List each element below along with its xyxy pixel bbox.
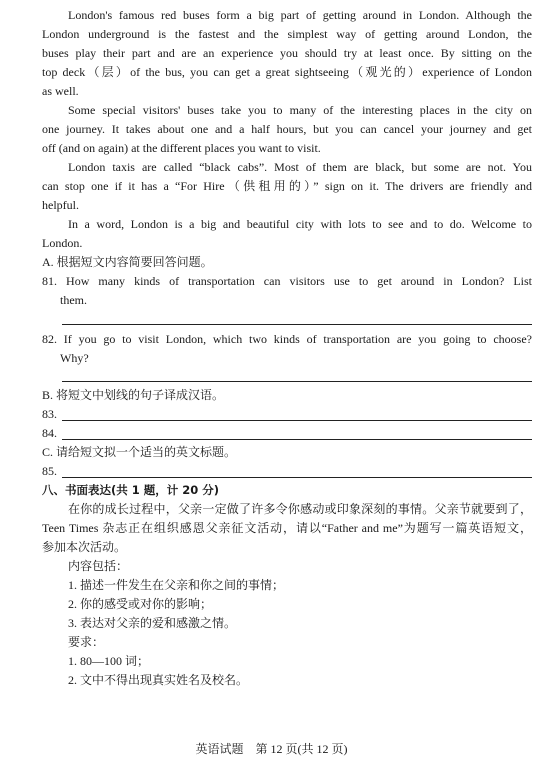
question-81-line-1: 81. How many kinds of transportation can visitors use to get around in London? List — [42, 274, 532, 288]
passage-p1-line-1: London's famous red buses form a big part of getting around in London. Although the — [68, 8, 532, 22]
passage-p3-line-1: London taxis are called “black cabs”. Most of them are black, but some are not. You — [68, 160, 532, 174]
passage-p2-line-1: Some special visitors' buses take you to many of the interesting places in the city on — [68, 103, 532, 117]
writing-intro-line-2: Teen Times 杂志正在组织感恩父亲征文活动，请以“Father and me”为题写一篇英语短文， — [42, 521, 532, 535]
passage-p1-line-5: as well. — [42, 84, 79, 98]
question-83-number: 83. — [42, 407, 57, 421]
passage-p1-line-3: buses play their part and are an experience you should try at least once. By sitting on the — [42, 46, 532, 60]
requirement-item-2: 2. 文中不得出现真实姓名及校名。 — [68, 673, 249, 687]
writing-intro-line-1: 在你的成长过程中，父亲一定做了许多令你感动或印象深刻的事情。父亲节就要到了， — [68, 502, 532, 516]
page-footer: 英语试题 第 12 页(共 12 页) — [195, 742, 348, 756]
writing-section-title: 八、书面表达(共 1 题，计 20 分) — [42, 483, 220, 497]
answer-line-85[interactable] — [62, 477, 532, 478]
question-81-line-2: them. — [60, 293, 87, 307]
content-item-3: 3. 表达对父亲的爱和感激之情。 — [68, 616, 237, 630]
section-a-title: A. 根据短文内容简要回答问题。 — [42, 255, 213, 269]
passage-p2-line-3: off (and on again) at the different places you want to visit. — [42, 141, 321, 155]
content-label: 内容包括： — [68, 559, 129, 573]
passage-p1-line-2: London underground is the fastest and the simplest way of getting around London, the — [42, 27, 532, 41]
content-item-2: 2. 你的感受或对你的影响； — [68, 597, 213, 611]
answer-line-82[interactable] — [62, 381, 532, 382]
answer-line-81[interactable] — [62, 324, 532, 325]
answer-line-83[interactable] — [62, 420, 532, 421]
section-b-title: B. 将短文中划线的句子译成汉语。 — [42, 388, 225, 402]
question-82-line-2: Why? — [60, 351, 89, 365]
requirements-label: 要求： — [68, 635, 105, 649]
passage-p2-line-2: one journey. It takes about one and a half hours, but you can cancel your journey and get — [42, 122, 532, 136]
passage-p1-line-4: top deck（层）of the bus, you can get a great sightseeing（观光的）experience of London — [42, 65, 532, 79]
requirement-item-1: 1. 80—100 词； — [68, 654, 150, 668]
passage-p4-line-1: In a word, London is a big and beautiful city with lots to see and to do. Welcome to — [68, 217, 532, 231]
answer-line-84[interactable] — [62, 439, 532, 440]
passage-p3-line-2: can stop one if it has a “For Hire（供租用的）” sign on it. The drivers are friendly and — [42, 179, 532, 193]
question-82-line-1: 82. If you go to visit London, which two kinds of transportation are you going to choose? — [42, 332, 532, 346]
writing-intro-line-3: 参加本次活动。 — [42, 540, 127, 554]
section-c-title: C. 请给短文拟一个适当的英文标题。 — [42, 445, 237, 459]
passage-p4-line-2: London. — [42, 236, 83, 250]
question-84-number: 84. — [42, 426, 57, 440]
passage-p3-line-3: helpful. — [42, 198, 79, 212]
content-item-1: 1. 描述一件发生在父亲和你之间的事情； — [68, 578, 285, 592]
question-85-number: 85. — [42, 464, 57, 478]
